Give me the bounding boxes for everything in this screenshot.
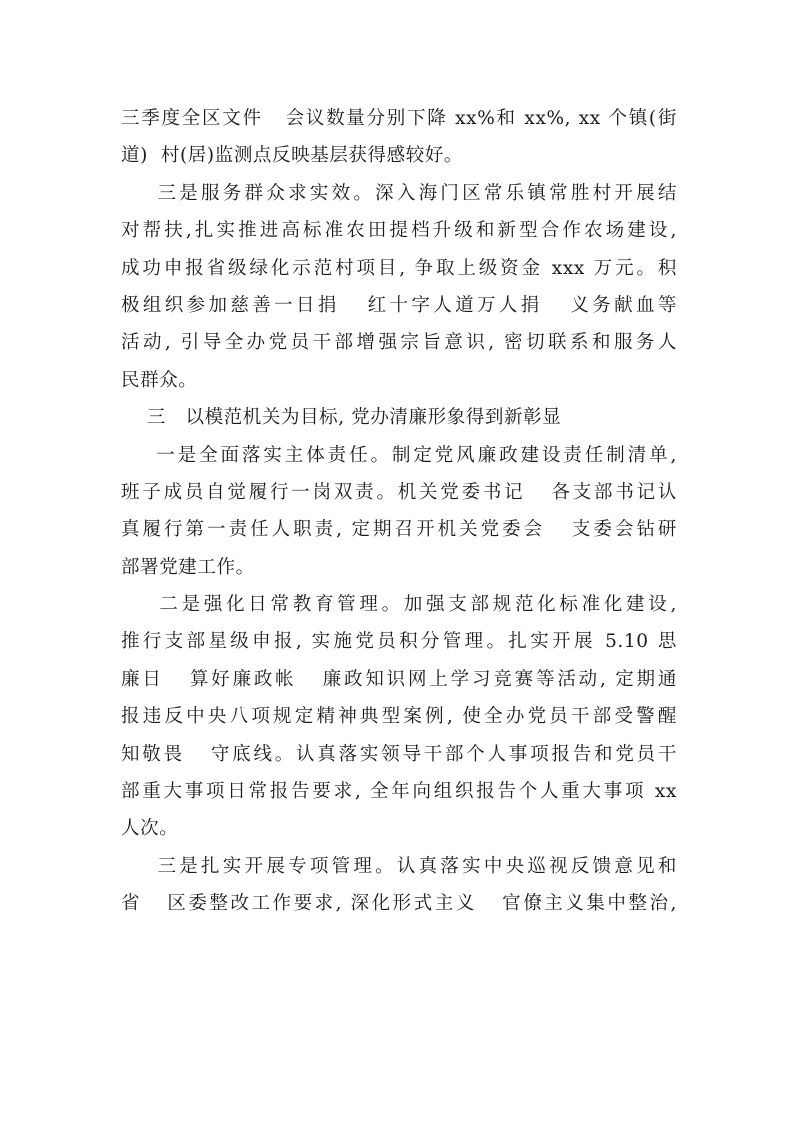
text-line: 一是全面落实主体责任。制定党风廉政建设责任制清单, bbox=[121, 444, 677, 466]
text-line: 报违反中央八项规定精神典型案例, 使全办党员干部受警醒 bbox=[121, 706, 677, 728]
text-line: 活动, 引导全办党员干部增强宗旨意识, 密切联系和服务人 bbox=[121, 332, 677, 354]
text-line: 民群众。 bbox=[121, 369, 198, 391]
text-line: 人次。 bbox=[121, 818, 179, 840]
document-body bbox=[121, 100, 677, 923]
text-line: 三 以模范机关为目标, 党办清廉形象得到新彰显 bbox=[121, 407, 562, 429]
text-line: 真履行第一责任人职责, 定期召开机关党委会 支委会钻研 bbox=[121, 519, 677, 541]
text-line: 对帮扶,扎实推进高标准农田提档升级和新型合作农场建设, bbox=[121, 220, 677, 242]
text-line: 道) 村(居)监测点反映基层获得感较好。 bbox=[121, 145, 464, 167]
text-line: 成功申报省级绿化示范村项目, 争取上级资金 xxx 万元。积 bbox=[121, 257, 677, 279]
text-line: 三是扎实开展专项管理。认真落实中央巡视反馈意见和 bbox=[121, 855, 677, 877]
text-line: 知敬畏 守底线。认真落实领导干部个人事项报告和党员干 bbox=[121, 743, 677, 765]
text-line: 二是强化日常教育管理。加强支部规范化标准化建设, bbox=[121, 594, 677, 616]
text-line: 三季度全区文件 会议数量分别下降 xx%和 xx%, xx 个镇(街 bbox=[121, 108, 677, 129]
text-line: 极组织参加慈善一日捐 红十字人道万人捐 义务献血等 bbox=[121, 294, 677, 316]
text-line: 推行支部星级申报, 实施党员积分管理。扎实开展 5.10 思 bbox=[121, 631, 677, 653]
text-line: 部署党建工作。 bbox=[121, 556, 255, 578]
text-line: 部重大事项日常报告要求, 全年向组织报告个人重大事项 xx bbox=[121, 781, 677, 803]
text-line: 廉日 算好廉政帐 廉政知识网上学习竞赛等活动, 定期通 bbox=[121, 668, 677, 690]
text-line: 班子成员自觉履行一岗双责。机关党委书记 各支部书记认 bbox=[121, 481, 677, 503]
text-line: 三是服务群众求实效。深入海门区常乐镇常胜村开展结 bbox=[121, 182, 677, 204]
text-line: 省 区委整改工作要求, 深化形式主义 官僚主义集中整治, bbox=[121, 893, 677, 915]
